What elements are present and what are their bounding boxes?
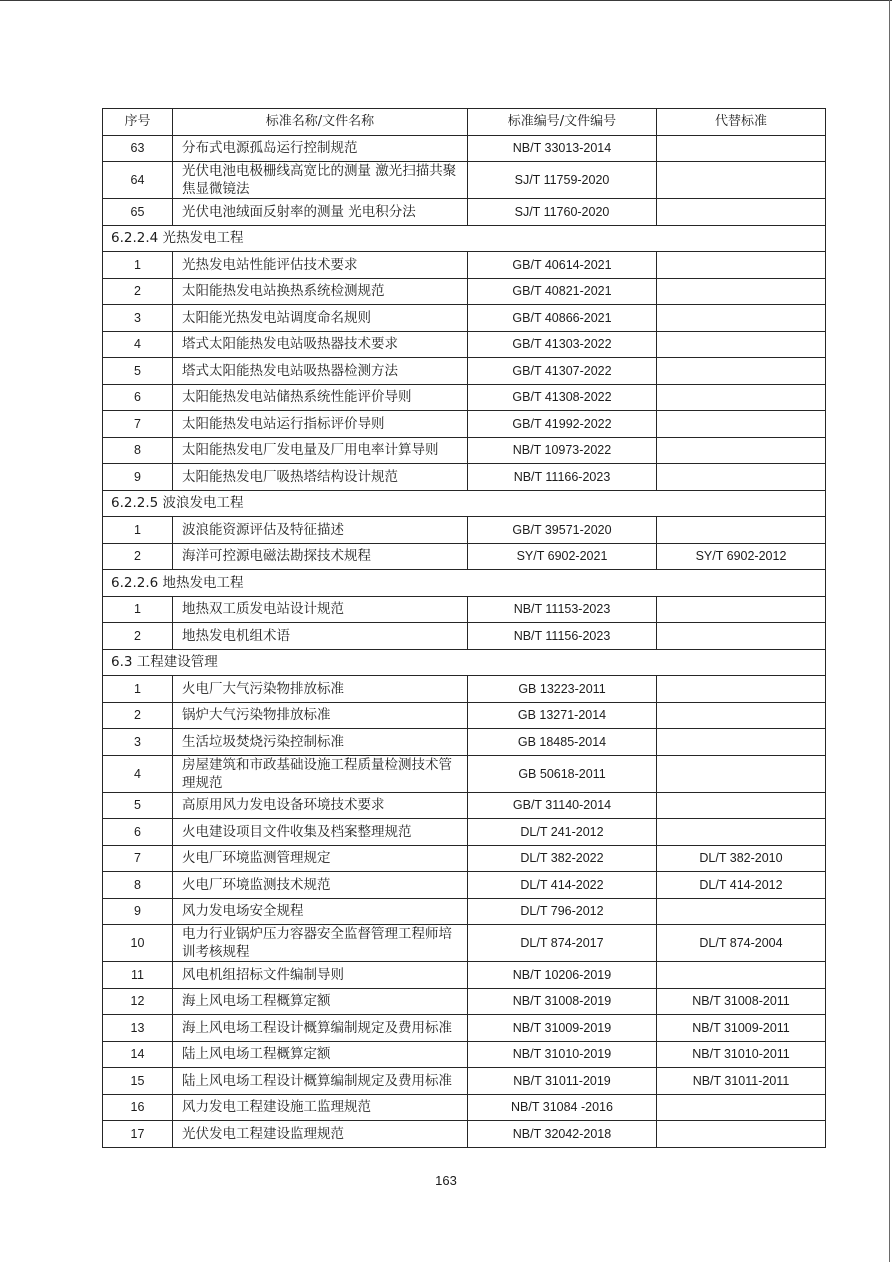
standard-code: GB 13223-2011 bbox=[468, 676, 657, 703]
standard-name: 海上风电场工程概算定额 bbox=[173, 988, 468, 1015]
section-heading: 6.2.2.6 地热发电工程 bbox=[103, 570, 826, 597]
standard-code: DL/T 874-2017 bbox=[468, 925, 657, 962]
standard-name: 火电厂大气污染物排放标准 bbox=[173, 676, 468, 703]
header-standard-code: 标准编号/文件编号 bbox=[468, 109, 657, 136]
replaced-standard: DL/T 874-2004 bbox=[657, 925, 826, 962]
standard-name: 光热发电站性能评估技术要求 bbox=[173, 252, 468, 279]
standard-name: 锅炉大气污染物排放标准 bbox=[173, 702, 468, 729]
replaced-standard: NB/T 31009-2011 bbox=[657, 1015, 826, 1042]
replaced-standard bbox=[657, 1094, 826, 1121]
table-row bbox=[103, 358, 826, 385]
row-number: 15 bbox=[103, 1068, 173, 1095]
row-number: 13 bbox=[103, 1015, 173, 1042]
table-row bbox=[103, 819, 826, 846]
standard-code: GB/T 40866-2021 bbox=[468, 305, 657, 332]
standard-code: NB/T 10206-2019 bbox=[468, 962, 657, 989]
table-row bbox=[103, 1068, 826, 1095]
standards-table bbox=[102, 108, 826, 1148]
standard-name: 火电建设项目文件收集及档案整理规范 bbox=[173, 819, 468, 846]
standard-code: DL/T 241-2012 bbox=[468, 819, 657, 846]
replaced-standard bbox=[657, 305, 826, 332]
table-row bbox=[103, 988, 826, 1015]
replaced-standard bbox=[657, 962, 826, 989]
standard-name: 塔式太阳能热发电站吸热器检测方法 bbox=[173, 358, 468, 385]
replaced-standard bbox=[657, 517, 826, 544]
row-number: 8 bbox=[103, 437, 173, 464]
replaced-standard bbox=[657, 898, 826, 925]
row-number: 9 bbox=[103, 898, 173, 925]
standard-name: 风力发电场安全规程 bbox=[173, 898, 468, 925]
replaced-standard bbox=[657, 676, 826, 703]
table-row bbox=[103, 199, 826, 226]
row-number: 10 bbox=[103, 925, 173, 962]
replaced-standard: DL/T 382-2010 bbox=[657, 845, 826, 872]
row-number: 7 bbox=[103, 845, 173, 872]
standard-code: NB/T 31010-2019 bbox=[468, 1041, 657, 1068]
standard-name: 风力发电工程建设施工监理规范 bbox=[173, 1094, 468, 1121]
standard-name: 生活垃圾焚烧污染控制标准 bbox=[173, 729, 468, 756]
standard-name: 高原用风力发电设备环境技术要求 bbox=[173, 792, 468, 819]
row-number: 2 bbox=[103, 543, 173, 570]
standard-name: 陆上风电场工程设计概算编制规定及费用标准 bbox=[173, 1068, 468, 1095]
header-number: 序号 bbox=[103, 109, 173, 136]
standard-name: 光伏电池电极栅线高宽比的测量 激光扫描共聚焦显微镜法 bbox=[173, 162, 468, 199]
table-row bbox=[103, 543, 826, 570]
table-row bbox=[103, 596, 826, 623]
standard-code: NB/T 11153-2023 bbox=[468, 596, 657, 623]
row-number: 17 bbox=[103, 1121, 173, 1148]
row-number: 3 bbox=[103, 729, 173, 756]
table-row bbox=[103, 252, 826, 279]
table-row bbox=[103, 1094, 826, 1121]
standard-code: GB/T 40821-2021 bbox=[468, 278, 657, 305]
table-row bbox=[103, 278, 826, 305]
standard-code: NB/T 33013-2014 bbox=[468, 135, 657, 162]
standard-code: GB/T 40614-2021 bbox=[468, 252, 657, 279]
row-number: 64 bbox=[103, 162, 173, 199]
table-row bbox=[103, 411, 826, 438]
row-number: 63 bbox=[103, 135, 173, 162]
standard-code: GB/T 31140-2014 bbox=[468, 792, 657, 819]
table-row bbox=[103, 305, 826, 332]
standard-code: SY/T 6902-2021 bbox=[468, 543, 657, 570]
section-row bbox=[103, 649, 826, 676]
table-row bbox=[103, 729, 826, 756]
table-row bbox=[103, 1015, 826, 1042]
replaced-standard bbox=[657, 792, 826, 819]
standard-name: 地热双工质发电站设计规范 bbox=[173, 596, 468, 623]
standard-name: 太阳能光热发电站调度命名规则 bbox=[173, 305, 468, 332]
row-number: 2 bbox=[103, 623, 173, 650]
row-number: 1 bbox=[103, 596, 173, 623]
row-number: 7 bbox=[103, 411, 173, 438]
standard-name: 电力行业锅炉压力容器安全监督管理工程师培训考核规程 bbox=[173, 925, 468, 962]
header-replaced-standard: 代替标准 bbox=[657, 109, 826, 136]
row-number: 1 bbox=[103, 517, 173, 544]
table-row bbox=[103, 517, 826, 544]
replaced-standard: DL/T 414-2012 bbox=[657, 872, 826, 899]
section-row bbox=[103, 570, 826, 597]
page-frame-right bbox=[889, 0, 890, 1262]
section-heading: 6.2.2.4 光热发电工程 bbox=[103, 225, 826, 252]
standard-code: DL/T 414-2022 bbox=[468, 872, 657, 899]
standard-name: 海上风电场工程设计概算编制规定及费用标准 bbox=[173, 1015, 468, 1042]
row-number: 4 bbox=[103, 755, 173, 792]
row-number: 9 bbox=[103, 464, 173, 491]
standard-name: 波浪能资源评估及特征描述 bbox=[173, 517, 468, 544]
row-number: 3 bbox=[103, 305, 173, 332]
replaced-standard bbox=[657, 135, 826, 162]
section-heading: 6.3 工程建设管理 bbox=[103, 649, 826, 676]
standard-name: 太阳能热发电厂发电量及厂用电率计算导则 bbox=[173, 437, 468, 464]
page-frame-top bbox=[0, 0, 892, 1]
standard-code: NB/T 10973-2022 bbox=[468, 437, 657, 464]
standard-code: NB/T 32042-2018 bbox=[468, 1121, 657, 1148]
row-number: 5 bbox=[103, 358, 173, 385]
page-number: 163 bbox=[435, 1173, 457, 1188]
standard-code: NB/T 31008-2019 bbox=[468, 988, 657, 1015]
standard-name: 分布式电源孤岛运行控制规范 bbox=[173, 135, 468, 162]
replaced-standard: NB/T 31011-2011 bbox=[657, 1068, 826, 1095]
table-row bbox=[103, 925, 826, 962]
table-row bbox=[103, 845, 826, 872]
standard-name: 光伏发电工程建设监理规范 bbox=[173, 1121, 468, 1148]
replaced-standard bbox=[657, 596, 826, 623]
replaced-standard bbox=[657, 411, 826, 438]
standard-code: NB/T 31011-2019 bbox=[468, 1068, 657, 1095]
standard-name: 火电厂环境监测管理规定 bbox=[173, 845, 468, 872]
table-row bbox=[103, 898, 826, 925]
replaced-standard: NB/T 31008-2011 bbox=[657, 988, 826, 1015]
standard-code: GB/T 41992-2022 bbox=[468, 411, 657, 438]
replaced-standard bbox=[657, 464, 826, 491]
standard-code: GB/T 41303-2022 bbox=[468, 331, 657, 358]
replaced-standard bbox=[657, 331, 826, 358]
standard-code: SJ/T 11760-2020 bbox=[468, 199, 657, 226]
table-row bbox=[103, 1121, 826, 1148]
row-number: 6 bbox=[103, 384, 173, 411]
standard-name: 太阳能热发电站换热系统检测规范 bbox=[173, 278, 468, 305]
row-number: 16 bbox=[103, 1094, 173, 1121]
standard-name: 海洋可控源电磁法勘探技术规程 bbox=[173, 543, 468, 570]
standard-name: 陆上风电场工程概算定额 bbox=[173, 1041, 468, 1068]
table-row bbox=[103, 1041, 826, 1068]
standard-code: NB/T 31084 -2016 bbox=[468, 1094, 657, 1121]
table-row bbox=[103, 384, 826, 411]
standard-code: NB/T 11156-2023 bbox=[468, 623, 657, 650]
table-row bbox=[103, 464, 826, 491]
replaced-standard bbox=[657, 729, 826, 756]
standard-name: 太阳能热发电厂吸热塔结构设计规范 bbox=[173, 464, 468, 491]
table-row bbox=[103, 872, 826, 899]
standard-name: 塔式太阳能热发电站吸热器技术要求 bbox=[173, 331, 468, 358]
replaced-standard bbox=[657, 437, 826, 464]
replaced-standard bbox=[657, 358, 826, 385]
row-number: 12 bbox=[103, 988, 173, 1015]
section-row bbox=[103, 225, 826, 252]
standard-name: 太阳能热发电站运行指标评价导则 bbox=[173, 411, 468, 438]
replaced-standard bbox=[657, 1121, 826, 1148]
table-row bbox=[103, 962, 826, 989]
replaced-standard: NB/T 31010-2011 bbox=[657, 1041, 826, 1068]
standard-code: NB/T 11166-2023 bbox=[468, 464, 657, 491]
table-row bbox=[103, 702, 826, 729]
replaced-standard bbox=[657, 252, 826, 279]
row-number: 4 bbox=[103, 331, 173, 358]
header-standard-name: 标准名称/文件名称 bbox=[173, 109, 468, 136]
row-number: 2 bbox=[103, 702, 173, 729]
row-number: 65 bbox=[103, 199, 173, 226]
replaced-standard bbox=[657, 384, 826, 411]
table-row bbox=[103, 623, 826, 650]
standard-code: GB 18485-2014 bbox=[468, 729, 657, 756]
row-number: 1 bbox=[103, 676, 173, 703]
table-row bbox=[103, 162, 826, 199]
table-row bbox=[103, 755, 826, 792]
table-header-row bbox=[103, 109, 826, 136]
row-number: 11 bbox=[103, 962, 173, 989]
standard-name: 风电机组招标文件编制导则 bbox=[173, 962, 468, 989]
row-number: 1 bbox=[103, 252, 173, 279]
section-row bbox=[103, 490, 826, 517]
row-number: 5 bbox=[103, 792, 173, 819]
row-number: 8 bbox=[103, 872, 173, 899]
row-number: 2 bbox=[103, 278, 173, 305]
section-heading: 6.2.2.5 波浪发电工程 bbox=[103, 490, 826, 517]
table-row bbox=[103, 437, 826, 464]
replaced-standard bbox=[657, 623, 826, 650]
standard-code: GB 50618-2011 bbox=[468, 755, 657, 792]
standard-code: GB/T 41307-2022 bbox=[468, 358, 657, 385]
standard-name: 火电厂环境监测技术规范 bbox=[173, 872, 468, 899]
replaced-standard bbox=[657, 162, 826, 199]
replaced-standard bbox=[657, 199, 826, 226]
replaced-standard: SY/T 6902-2012 bbox=[657, 543, 826, 570]
standard-code: GB/T 39571-2020 bbox=[468, 517, 657, 544]
standard-name: 光伏电池绒面反射率的测量 光电积分法 bbox=[173, 199, 468, 226]
standard-code: DL/T 796-2012 bbox=[468, 898, 657, 925]
replaced-standard bbox=[657, 755, 826, 792]
standard-code: GB/T 41308-2022 bbox=[468, 384, 657, 411]
row-number: 14 bbox=[103, 1041, 173, 1068]
standard-code: NB/T 31009-2019 bbox=[468, 1015, 657, 1042]
standard-code: GB 13271-2014 bbox=[468, 702, 657, 729]
standard-name: 地热发电机组术语 bbox=[173, 623, 468, 650]
standard-code: SJ/T 11759-2020 bbox=[468, 162, 657, 199]
replaced-standard bbox=[657, 702, 826, 729]
replaced-standard bbox=[657, 278, 826, 305]
table-row bbox=[103, 676, 826, 703]
table-row bbox=[103, 135, 826, 162]
table-row bbox=[103, 792, 826, 819]
standard-name: 房屋建筑和市政基础设施工程质量检测技术管理规范 bbox=[173, 755, 468, 792]
table-row bbox=[103, 331, 826, 358]
replaced-standard bbox=[657, 819, 826, 846]
standard-code: DL/T 382-2022 bbox=[468, 845, 657, 872]
standard-name: 太阳能热发电站储热系统性能评价导则 bbox=[173, 384, 468, 411]
row-number: 6 bbox=[103, 819, 173, 846]
